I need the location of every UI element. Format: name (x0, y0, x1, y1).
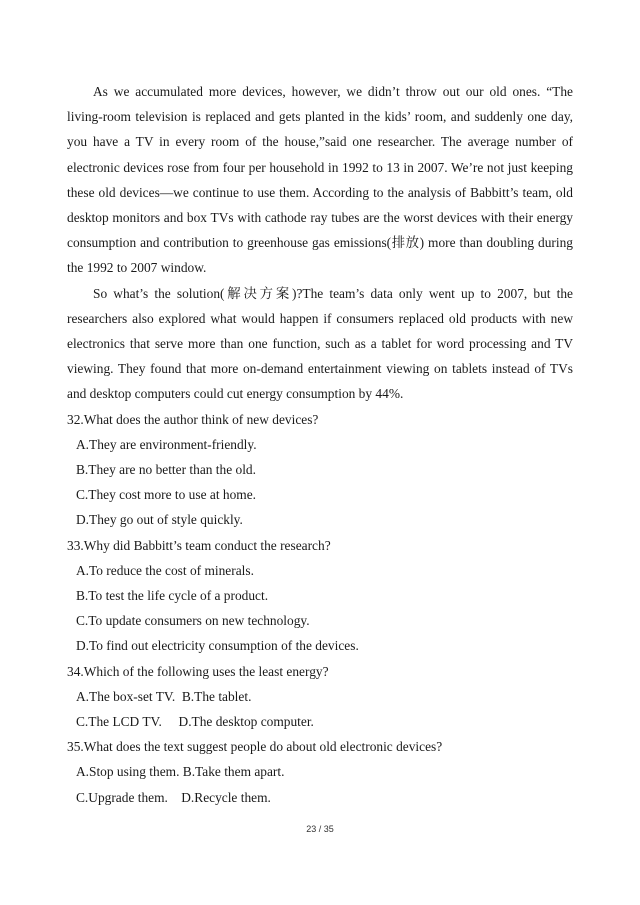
question-stem: 32.What does the author think of new devices? (67, 411, 319, 427)
answer-option: C.Upgrade them. D.Recycle them. (76, 789, 271, 805)
passage-paragraph: As we accumulated more devices, however, we didn’t throw out our old ones. “The living-room television is replaced and gets planted in the kids’ room, and suddenly one day, you have a TV in every room of the house,”said one researcher. The average number of electronic devices rose from four per household in 1992 to 13 in 2007. We’re not just keeping these old devices—we continue to use them. According to the analysis of Babbitt’s team, old desktop monitors and box TVs with cathode ray tubes are the worst devices with their energy consumption and contribution to greenhouse gas emissions(排放) more than doubling during the 1992 to 2007 window. (67, 84, 573, 276)
answer-option: D.They go out of style quickly. (76, 512, 243, 528)
document-page (67, 79, 573, 810)
question-33 (67, 533, 573, 659)
answer-option: C.To update consumers on new technology. (76, 613, 310, 629)
answer-option: A.They are environment-friendly. (76, 436, 257, 452)
answer-option: D.To find out electricity consumption of the devices. (76, 638, 359, 654)
answer-option: B.To test the life cycle of a product. (76, 588, 269, 604)
answer-option: A.Stop using them. B.Take them apart. (76, 764, 285, 780)
passage-paragraph: So what’s the solution(解决方案)?The team’s data only went up to 2007, but the researchers also explored what would happen if consumers replaced old products with new electronics that serve more than one function, such as a tablet for word processing and TV viewing. They found that more on-demand entertainment viewing on tablets instead of TVs and desktop computers could cut energy consumption by 44%. (67, 285, 573, 402)
question-stem: 35.What does the text suggest people do about old electronic devices? (67, 739, 443, 755)
question-35 (67, 734, 573, 810)
answer-option: A.To reduce the cost of minerals. (76, 562, 254, 578)
answer-option: C.They cost more to use at home. (76, 487, 256, 503)
page-number: 23 / 35 (306, 824, 334, 834)
question-stem: 33.Why did Babbitt’s team conduct the research? (67, 537, 331, 553)
question-32 (67, 407, 573, 533)
answer-option: B.They are no better than the old. (76, 462, 256, 478)
answer-option: A.The box-set TV. B.The tablet. (76, 688, 252, 704)
question-34 (67, 659, 573, 735)
answer-option: C.The LCD TV. D.The desktop computer. (76, 714, 314, 730)
question-stem: 34.Which of the following uses the least energy? (67, 663, 329, 679)
